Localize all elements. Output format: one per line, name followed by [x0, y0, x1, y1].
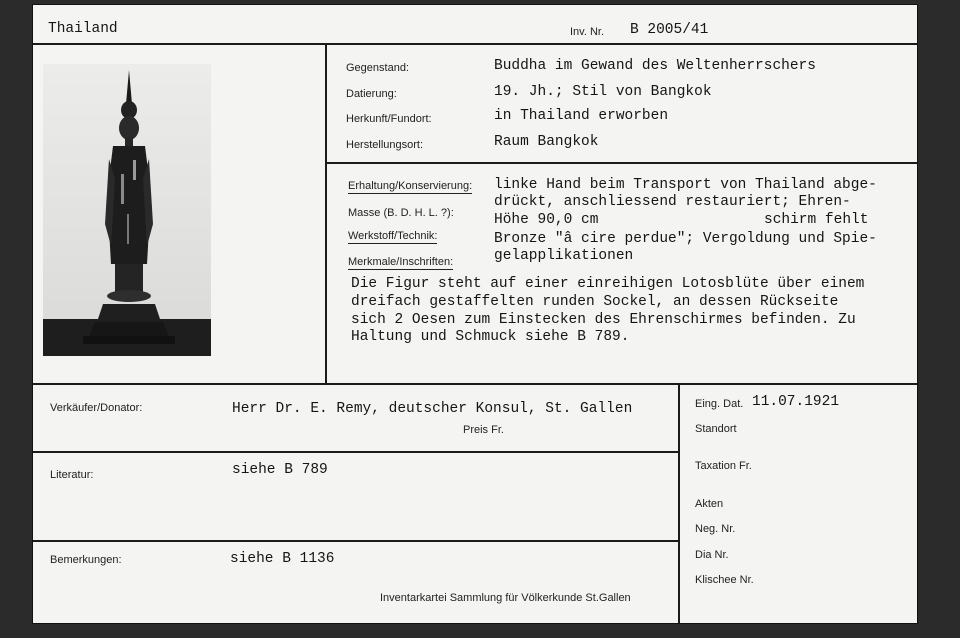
rule-literatur [33, 540, 679, 542]
erhaltung-line-1: linke Hand beim Transport von Thailand abge- [494, 177, 877, 193]
gegenstand-label: Gegenstand: [346, 62, 409, 74]
masse-label: Masse (B. D. H. L. ?): [348, 207, 454, 219]
rule-object-fields [326, 162, 917, 164]
divider-admin [678, 383, 680, 623]
eing-dat-value: 11.07.1921 [752, 394, 840, 410]
literatur-label: Literatur: [50, 469, 94, 481]
verkaeufer-value: Herr Dr. E. Remy, deutscher Konsul, St. Gallen [232, 401, 633, 417]
card-footer: Inventarkartei Sammlung für Völkerkunde St.Gallen [380, 592, 631, 604]
description-line-4: Haltung und Schmuck siehe B 789. [351, 329, 630, 345]
erhaltung-label: Erhaltung/Konservierung: [348, 180, 473, 192]
datierung-label: Datierung: [346, 88, 397, 100]
datierung-value: 19. Jh.; Stil von Bangkok [494, 84, 712, 100]
bemerkungen-value: siehe B 1136 [230, 551, 335, 567]
gegenstand-value: Buddha im Gewand des Weltenherrschers [494, 58, 816, 74]
herkunft-label: Herkunft/Fundort: [346, 113, 432, 125]
preis-label: Preis Fr. [463, 424, 504, 436]
buddha-figure-image [43, 64, 211, 356]
description-line-2: dreifach gestaffelten runden Sockel, an dessen Rückseite [351, 294, 839, 310]
inv-nr-label: Inv. Nr. [570, 26, 605, 38]
herstellungsort-value: Raum Bangkok [494, 134, 599, 150]
rule-top-section [33, 383, 917, 385]
erhaltung-line-2: drückt, anschliessend restauriert; Ehren- [494, 194, 851, 210]
werkstoff-line-2: gelapplikationen [494, 248, 634, 264]
herstellungsort-label: Herstellungsort: [346, 139, 424, 151]
inv-nr-value: B 2005/41 [630, 22, 709, 38]
merkmale-label: Merkmale/Inschriften: [348, 256, 454, 268]
eing-dat-label: Eing. Dat. [695, 398, 744, 410]
divider-photo [325, 43, 327, 384]
erhaltung-line-3: schirm fehlt [764, 212, 869, 228]
verkaeufer-label: Verkäufer/Donator: [50, 402, 143, 414]
neg-nr-label: Neg. Nr. [695, 523, 736, 535]
literatur-value: siehe B 789 [232, 462, 328, 478]
werkstoff-line-1: Bronze "â cire perdue"; Vergoldung und Spie- [494, 231, 877, 247]
klischee-nr-label: Klischee Nr. [695, 574, 754, 586]
masse-value: Höhe 90,0 cm [494, 212, 599, 228]
bemerkungen-label: Bemerkungen: [50, 554, 122, 566]
country-title: Thailand [48, 21, 118, 37]
werkstoff-label: Werkstoff/Technik: [348, 230, 438, 242]
description-line-3: sich 2 Oesen zum Einstecken des Ehrenschirmes befinden. Zu [351, 312, 856, 328]
dia-nr-label: Dia Nr. [695, 549, 729, 561]
object-photo [43, 64, 211, 356]
herkunft-value: in Thailand erworben [494, 108, 669, 124]
akten-label: Akten [695, 498, 724, 510]
taxation-label: Taxation Fr. [695, 460, 752, 472]
standort-label: Standort [695, 423, 737, 435]
rule-verkaeufer [33, 451, 679, 453]
description-line-1: Die Figur steht auf einer einreihigen Lotosblüte über einem [351, 276, 865, 292]
rule-header [33, 43, 917, 45]
